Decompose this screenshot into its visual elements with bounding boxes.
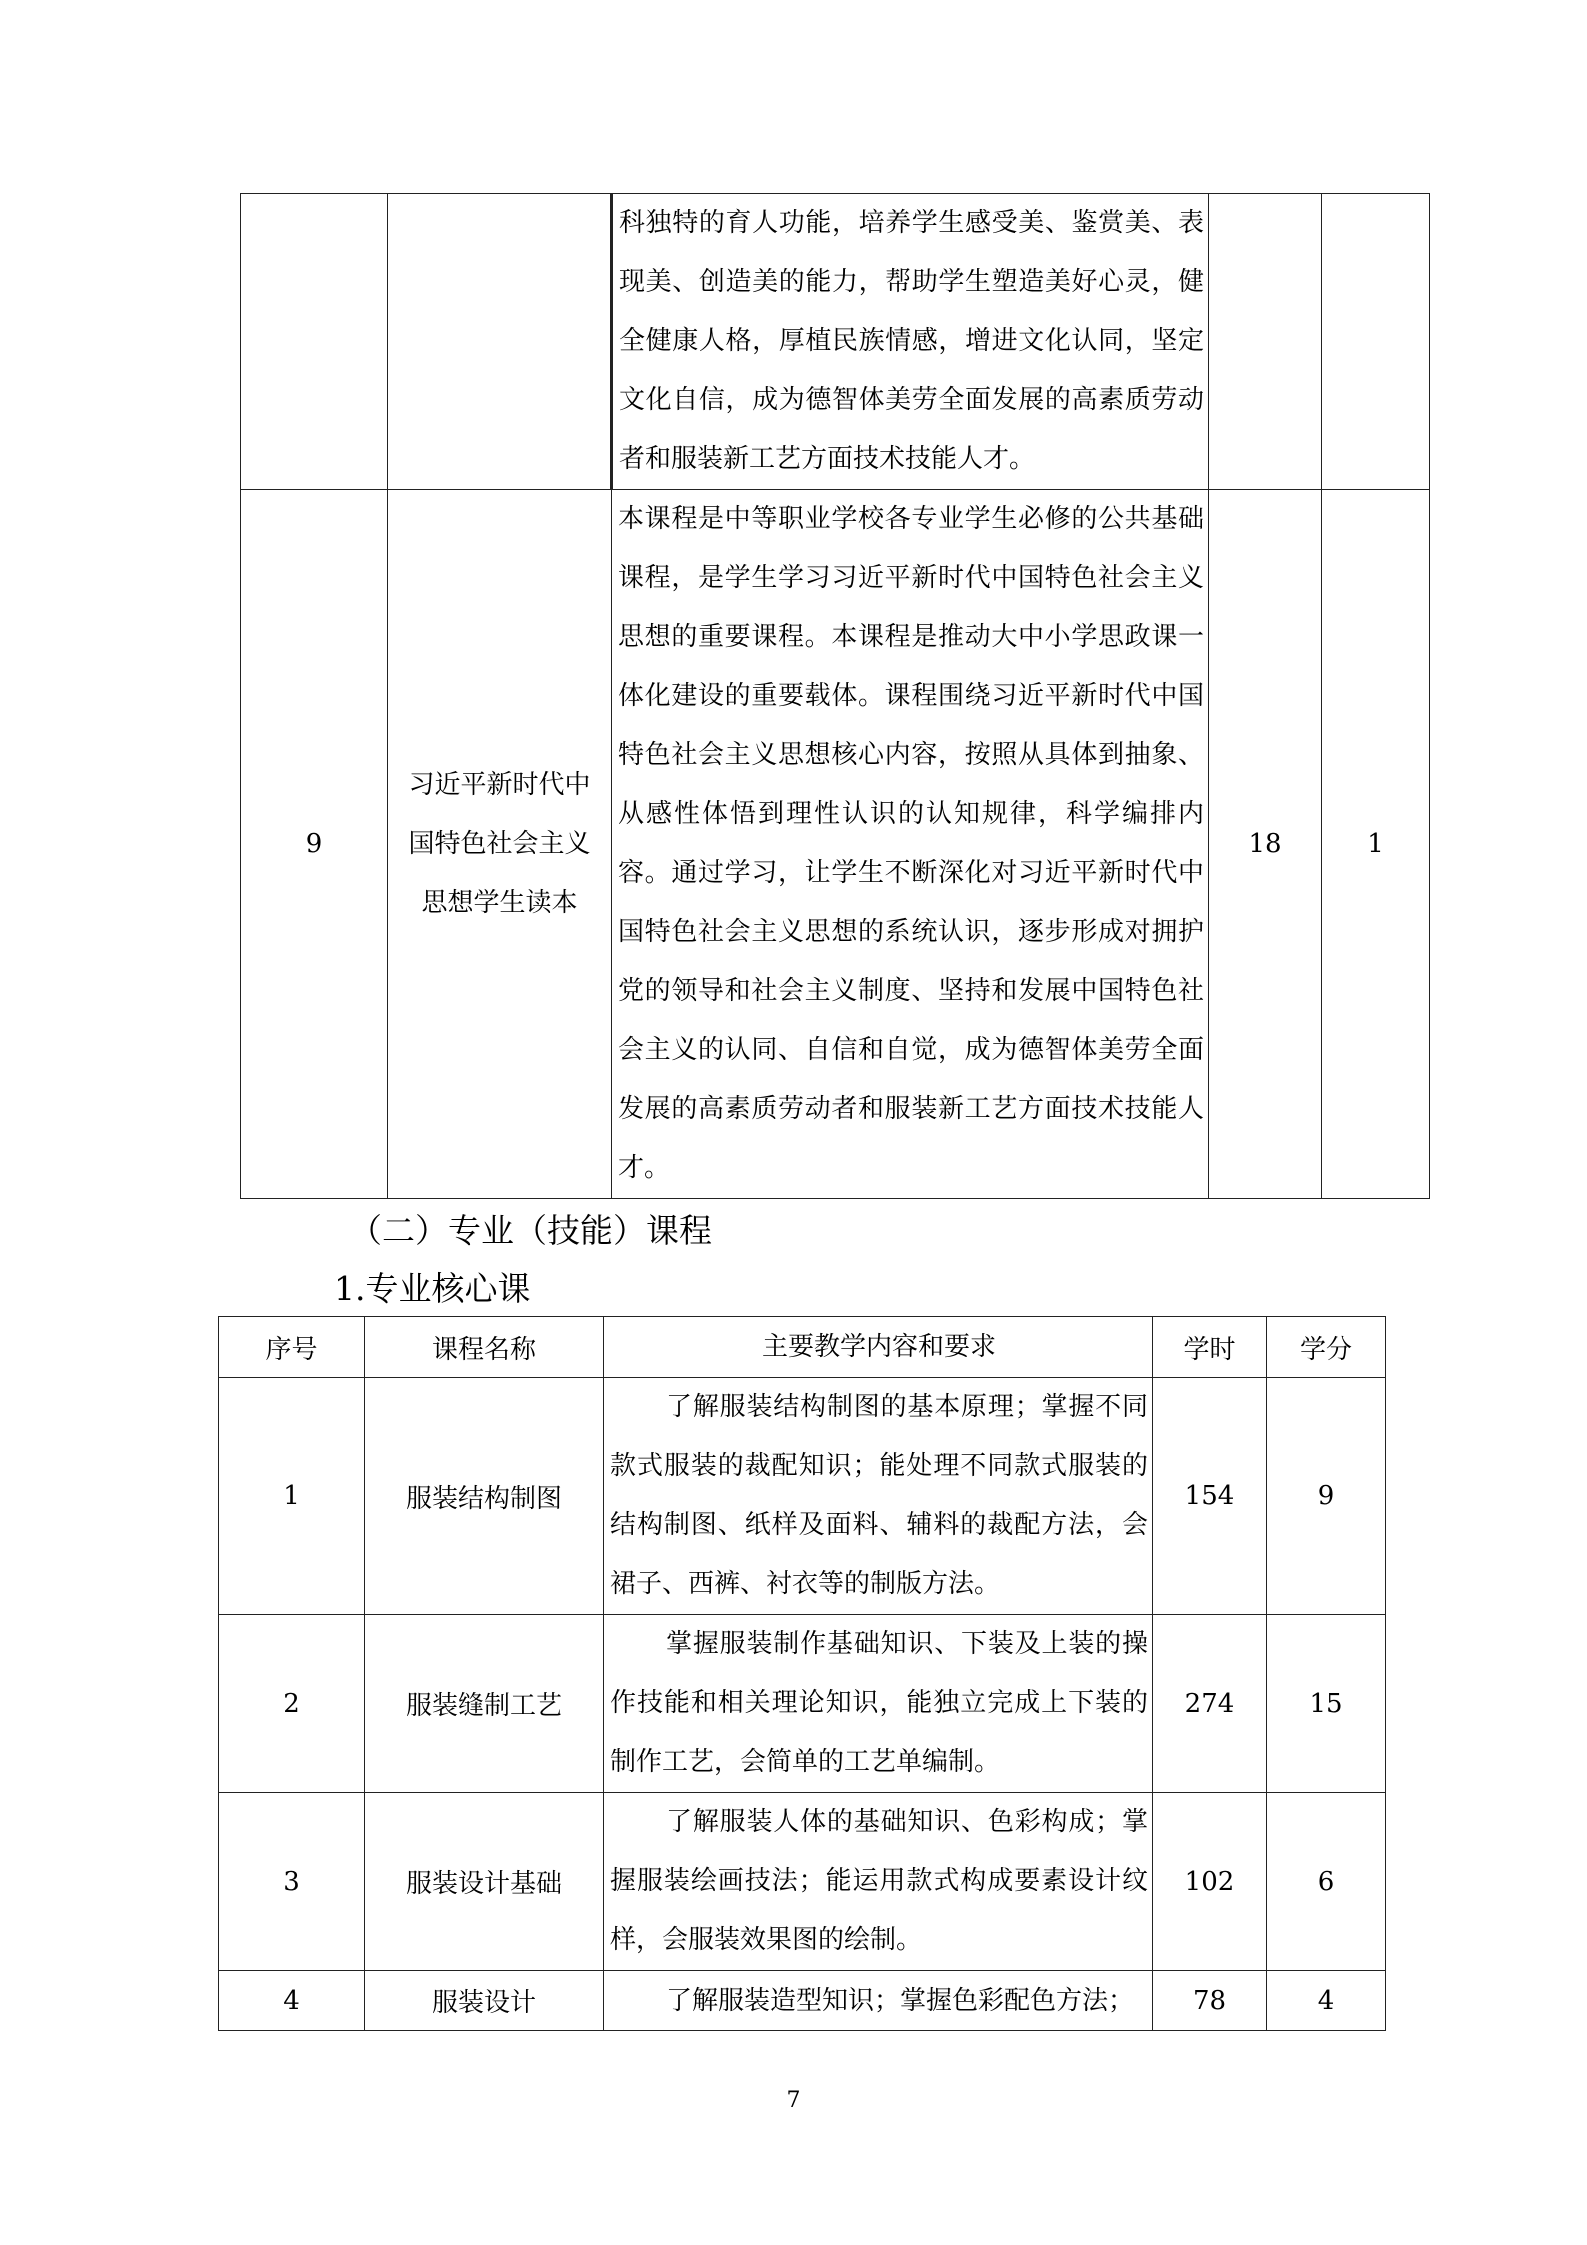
section-heading: （二）专业（技能）课程	[349, 1211, 712, 1250]
credits-cell: 9	[1267, 1378, 1386, 1615]
header-desc: 主要教学内容和要求	[604, 1317, 1153, 1378]
course-name-text: 习近平新时代中国特色社会主义思想学生读本	[408, 769, 591, 918]
course-description-cell: 本课程是中等职业学校各专业学生必修的公共基础课程，是学生学习习近平新时代中国特色社会主义思想的重要课程。本课程是推动大中小学思政课一体化建设的重要载体。课程围绕习近平新时代中国特色社会主义思想核心内容，按照从具体到抽象、从感性体悟到理性认识的认知规律，科学编排内容。通过学习，让学生不断深化对习近平新时代中国特色社会主义思想的系统认识，逐步形成对拥护党的领导和社会主义制度、坚持和发展中国特色社会主义的认同、自信和自觉，成为德智体美劳全面发展的高素质劳动者和服装新工艺方面技术技能人才。	[612, 490, 1209, 1199]
hours-cell: 18	[1209, 490, 1322, 1199]
hours-cell: 154	[1153, 1378, 1267, 1615]
core-course-table	[218, 1316, 1386, 2031]
course-name-cell	[388, 490, 612, 1199]
row-number-cell: 4	[219, 1971, 365, 2031]
course-description-cell: 了解服装人体的基础知识、色彩构成；掌握服装绘画技法；能运用款式构成要素设计纹样，会服装效果图的绘制。	[604, 1793, 1153, 1971]
table-row	[241, 194, 1430, 490]
course-table-continued	[240, 193, 1430, 1199]
course-name-cell: 服装缝制工艺	[365, 1615, 604, 1793]
course-name-cell: 服装结构制图	[365, 1378, 604, 1615]
course-description-cell: 科独特的育人功能，培养学生感受美、鉴赏美、表现美、创造美的能力，帮助学生塑造美好心灵，健全健康人格，厚植民族情感，增进文化认同，坚定文化自信，成为德智体美劳全面发展的高素质劳动者和服装新工艺方面技术技能人才。	[612, 194, 1209, 490]
table-row	[219, 1615, 1386, 1793]
row-number-cell: 1	[219, 1378, 365, 1615]
course-description-cell: 掌握服装制作基础知识、下装及上装的操作技能和相关理论知识，能独立完成上下装的制作工艺，会简单的工艺单编制。	[604, 1615, 1153, 1793]
hours-cell: 102	[1153, 1793, 1267, 1971]
course-description-cell: 了解服装结构制图的基本原理；掌握不同款式服装的裁配知识；能处理不同款式服装的结构制图、纸样及面料、辅料的裁配方法，会裙子、西裤、衬衣等的制版方法。	[604, 1378, 1153, 1615]
row-number-cell: 9	[241, 490, 388, 1199]
table-row	[241, 490, 1430, 1199]
hours-cell: 274	[1153, 1615, 1267, 1793]
header-name: 课程名称	[365, 1317, 604, 1378]
credits-cell: 15	[1267, 1615, 1386, 1793]
table-row	[219, 1793, 1386, 1971]
credits-cell: 4	[1267, 1971, 1386, 2031]
header-credits: 学分	[1267, 1317, 1386, 1378]
hours-cell: 78	[1153, 1971, 1267, 2031]
credits-cell: 1	[1322, 490, 1430, 1199]
row-number-cell: 3	[219, 1793, 365, 1971]
course-name-cell: 服装设计基础	[365, 1793, 604, 1971]
course-description-cell: 了解服装造型知识；掌握色彩配色方法；	[604, 1971, 1153, 2031]
page-number: 7	[786, 2088, 801, 2113]
row-number-cell	[241, 194, 388, 490]
credits-cell	[1322, 194, 1430, 490]
header-hours: 学时	[1153, 1317, 1267, 1378]
course-name-cell	[388, 194, 612, 490]
credits-cell: 6	[1267, 1793, 1386, 1971]
table-row	[219, 1378, 1386, 1615]
table-row	[219, 1971, 1386, 2031]
subsection-heading: 1.专业核心课	[334, 1269, 531, 1308]
header-no: 序号	[219, 1317, 365, 1378]
course-name-cell: 服装设计	[365, 1971, 604, 2031]
table-header-row	[219, 1317, 1386, 1378]
hours-cell	[1209, 194, 1322, 490]
row-number-cell: 2	[219, 1615, 365, 1793]
